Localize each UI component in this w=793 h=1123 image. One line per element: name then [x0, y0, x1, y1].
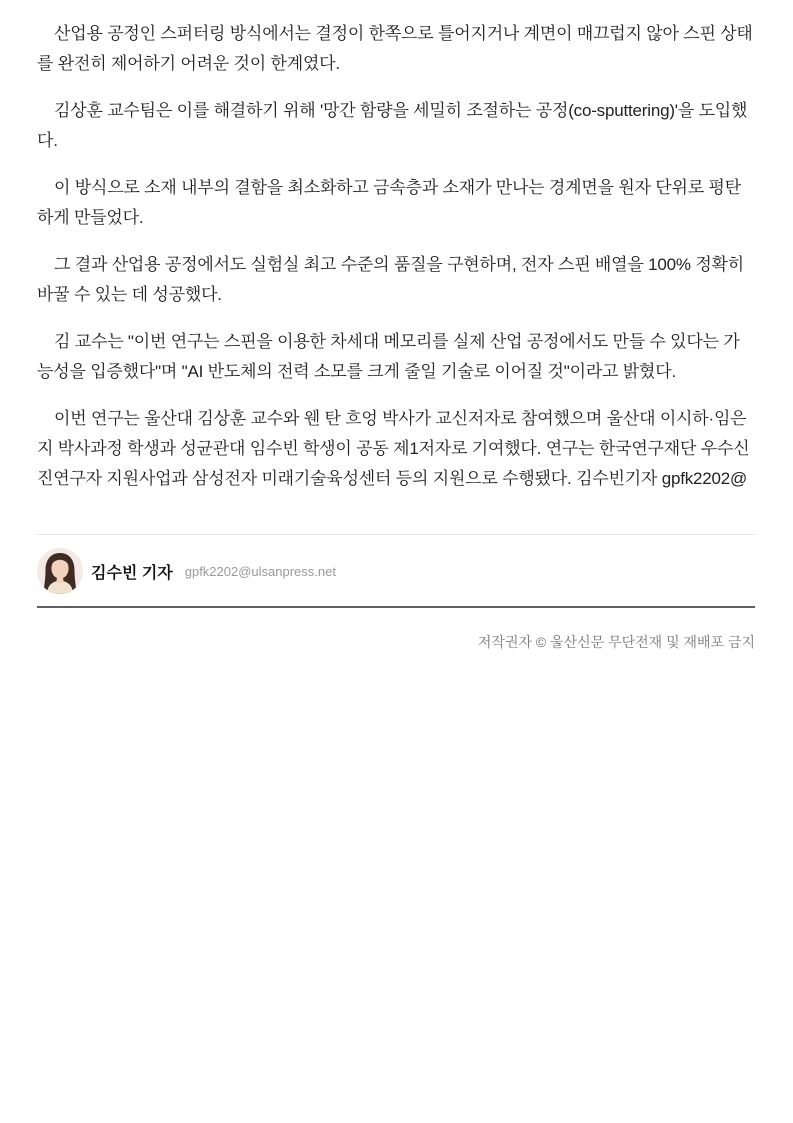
reporter-avatar[interactable]	[37, 548, 83, 594]
article-body	[37, 19, 755, 494]
article-paragraph: 산업용 공정인 스퍼터링 방식에서는 결정이 한쪽으로 틀어지거나 계면이 매끄럽지 않아 스핀 상태를 완전히 제어하기 어려운 것이 한계였다.	[37, 24, 753, 73]
byline-bottom-divider	[37, 606, 755, 608]
article-paragraph: 김상훈 교수팀은 이를 해결하기 위해 '망간 함량을 세밀히 조절하는 공정(co-sputtering)'을 도입했다.	[37, 101, 748, 150]
article-paragraph: 이번 연구는 울산대 김상훈 교수와 웬 탄 흐엉 박사가 교신저자로 참여했으며 울산대 이시하·임은지 박사과정 학생과 성균관대 임수빈 학생이 공동 제1저자로 기여했다. 연구는 한국연구재단 우수신진연구자 지원사업과 삼성전자 미래기술육성센터 등의 지원으로 수행됐다. 김수빈기자 gpfk2202@	[37, 409, 750, 488]
article-paragraph: 김 교수는 "이번 연구는 스핀을 이용한 차세대 메모리를 실제 산업 공정에서도 만들 수 있다는 가능성을 입증했다"며 "AI 반도체의 전력 소모를 크게 줄일 기술로 이어질 것"이라고 밝혔다.	[37, 332, 740, 381]
reporter-byline	[37, 534, 755, 608]
article-paragraph: 이 방식으로 소재 내부의 결함을 최소화하고 금속층과 소재가 만나는 경계면을 원자 단위로 평탄하게 만들었다.	[37, 178, 741, 227]
article-paragraph: 그 결과 산업용 공정에서도 실험실 최고 수준의 품질을 구현하며, 전자 스핀 배열을 100% 정확히 바꿀 수 있는 데 성공했다.	[37, 255, 744, 304]
reporter-byline-row	[37, 535, 755, 606]
copyright-notice: 저작권자 © 울산신문 무단전재 및 재배포 금지	[477, 634, 755, 650]
reporter-photo-icon	[37, 548, 83, 594]
reporter-name[interactable]: 김수빈 기자	[91, 564, 173, 582]
reporter-email[interactable]: gpfk2202@ulsanpress.net	[184, 563, 336, 579]
